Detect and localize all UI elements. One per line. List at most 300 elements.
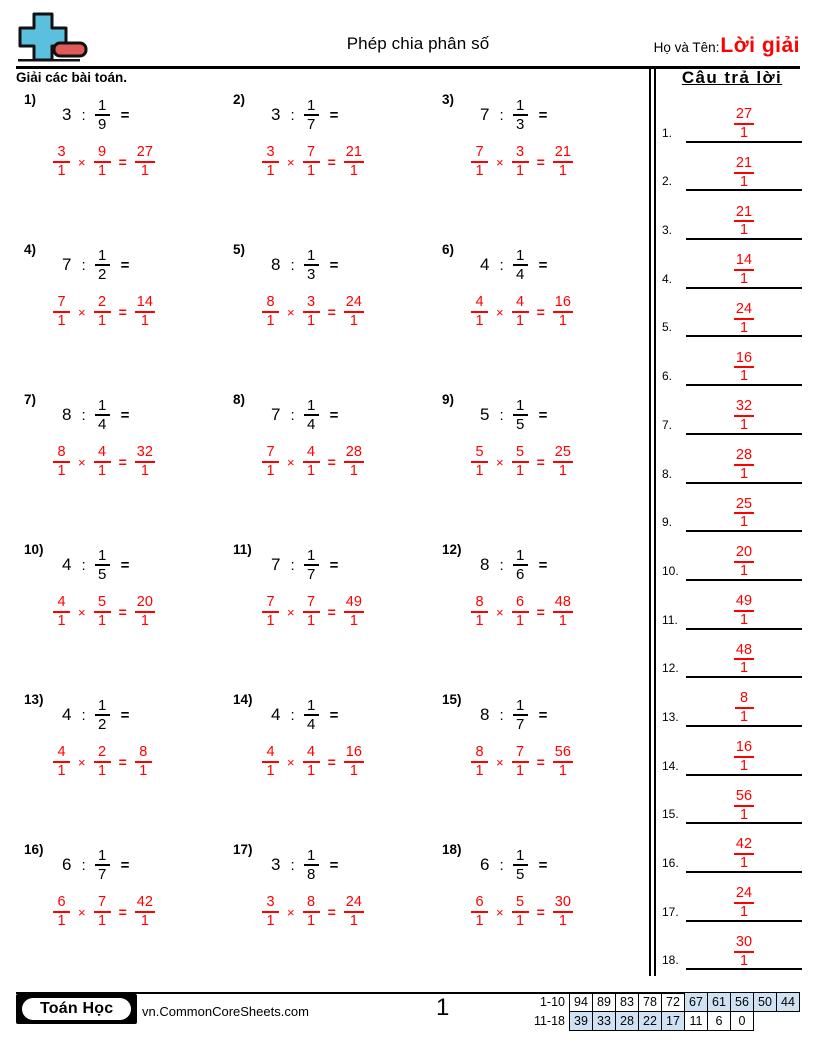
problem-item[interactable] [225, 542, 434, 692]
score-cell: 94 [570, 993, 593, 1012]
page-number: 1 [436, 994, 450, 1021]
work-equals-sign: = [118, 454, 127, 470]
fraction-numerator: 7 [516, 744, 525, 761]
answer-fraction [733, 837, 755, 871]
fraction-denominator: 7 [515, 716, 525, 733]
fraction-numerator: 56 [735, 787, 753, 804]
fraction-denominator: 1 [739, 319, 749, 336]
answer-row[interactable] [662, 678, 802, 727]
problem-item[interactable] [434, 842, 643, 992]
fraction-numerator: 5 [98, 594, 107, 611]
fraction-numerator: 7 [57, 294, 66, 311]
answer-index: 6. [662, 369, 673, 384]
work-result-fraction [134, 295, 156, 329]
problem-expression [60, 98, 133, 132]
fraction-denominator: 1 [739, 368, 749, 385]
fraction-numerator: 3 [307, 294, 316, 311]
answer-work [52, 144, 156, 180]
equals-sign: = [538, 706, 548, 724]
fraction-denominator: 1 [307, 163, 316, 179]
answer-row[interactable] [662, 337, 802, 386]
division-operator: : [499, 856, 504, 874]
problem-expression [269, 848, 342, 882]
answer-value [686, 253, 802, 287]
fraction-numerator: 1 [97, 696, 107, 714]
answer-fraction [733, 448, 755, 482]
work-equals-sign: = [327, 604, 336, 620]
dividend-whole: 8 [271, 255, 281, 274]
fraction-numerator: 1 [306, 696, 316, 714]
problem-item[interactable] [434, 242, 643, 392]
fraction-denominator: 1 [475, 613, 484, 629]
work-first-fraction [261, 145, 280, 179]
work-second-fraction [302, 145, 321, 179]
answer-value [686, 740, 802, 774]
fraction-denominator: 4 [97, 416, 107, 433]
fraction-numerator: 8 [57, 444, 66, 461]
equals-sign: = [538, 406, 548, 424]
problem-number: 11) [233, 542, 252, 557]
fraction-denominator: 1 [516, 463, 525, 479]
multiply-operator: × [287, 454, 295, 470]
work-result-fraction [343, 595, 365, 629]
answer-row[interactable] [662, 727, 802, 776]
answer-index: 14. [662, 758, 679, 773]
fraction-denominator: 1 [307, 763, 316, 779]
fraction-denominator: 1 [558, 913, 567, 929]
work-second-fraction [302, 295, 321, 329]
answer-fraction [733, 399, 755, 433]
fraction-denominator: 1 [98, 913, 107, 929]
answer-fraction [733, 351, 755, 385]
problem-row [16, 692, 644, 842]
multiply-operator: × [287, 904, 295, 920]
division-operator: : [499, 556, 504, 574]
fraction-numerator: 48 [554, 594, 571, 611]
work-first-fraction [52, 595, 71, 629]
fraction-numerator: 8 [475, 594, 484, 611]
fraction-numerator: 1 [515, 546, 525, 564]
fraction-denominator: 5 [515, 416, 525, 433]
fraction-numerator: 8 [739, 690, 749, 707]
fraction-numerator: 24 [735, 300, 753, 317]
answer-value [686, 691, 802, 725]
answer-row[interactable] [662, 386, 802, 435]
fraction-numerator: 16 [735, 349, 753, 366]
multiply-operator: × [496, 304, 504, 320]
work-second-fraction [302, 595, 321, 629]
fraction-numerator: 32 [735, 398, 753, 415]
fraction-numerator: 30 [735, 933, 753, 950]
fraction-denominator: 1 [266, 613, 275, 629]
problem-item[interactable] [225, 92, 434, 242]
answer-row[interactable] [662, 922, 802, 971]
answer-work [470, 744, 574, 780]
answer-index: 1. [662, 125, 673, 140]
fraction-denominator: 2 [97, 266, 107, 283]
dividend-whole: 5 [480, 405, 490, 424]
answer-row[interactable] [662, 873, 802, 922]
score-table-row [530, 993, 800, 1012]
fraction-numerator: 27 [136, 144, 153, 161]
score-cell: 22 [639, 1012, 662, 1031]
divisor-fraction [512, 398, 529, 433]
fraction-denominator: 1 [516, 163, 525, 179]
work-equals-sign: = [118, 604, 127, 620]
answer-row[interactable] [662, 581, 802, 630]
work-second-fraction [93, 595, 112, 629]
site-url: vn.CommonCoreSheets.com [142, 1004, 309, 1019]
answer-value [686, 448, 802, 482]
fraction-numerator: 49 [345, 594, 362, 611]
dividend-whole: 7 [62, 255, 72, 274]
fraction-denominator: 5 [515, 866, 525, 883]
problem-item[interactable] [225, 692, 434, 842]
problem-item[interactable] [16, 842, 225, 992]
work-second-fraction [511, 745, 530, 779]
work-first-fraction [470, 295, 489, 329]
problem-item[interactable] [434, 392, 643, 542]
answer-row[interactable] [662, 435, 802, 484]
student-name-field [654, 34, 800, 58]
problem-expression [60, 548, 133, 582]
answer-value [686, 205, 802, 239]
problem-item[interactable] [16, 392, 225, 542]
fraction-numerator: 20 [735, 544, 753, 561]
fraction-numerator: 1 [515, 246, 525, 264]
fraction-numerator: 1 [306, 396, 316, 414]
fraction-numerator: 4 [57, 744, 66, 761]
dividend-whole: 7 [271, 555, 281, 574]
fraction-numerator: 1 [97, 846, 107, 864]
work-second-fraction [93, 745, 112, 779]
division-operator: : [290, 856, 295, 874]
divisor-fraction [94, 848, 111, 883]
problem-expression [60, 248, 133, 282]
work-equals-sign: = [327, 304, 336, 320]
work-first-fraction [52, 745, 71, 779]
answer-row[interactable] [662, 240, 802, 289]
work-first-fraction [52, 145, 71, 179]
fraction-numerator: 9 [98, 144, 107, 161]
divisor-fraction [303, 848, 320, 883]
multiply-operator: × [287, 304, 295, 320]
fraction-denominator: 8 [306, 866, 316, 883]
division-operator: : [290, 706, 295, 724]
answer-row[interactable] [662, 532, 802, 581]
fraction-numerator: 3 [57, 144, 66, 161]
work-result-fraction [343, 895, 365, 929]
problem-expression [60, 398, 133, 432]
problem-number: 7) [24, 392, 37, 407]
fraction-numerator: 14 [136, 294, 153, 311]
fraction-denominator: 1 [57, 313, 66, 329]
fraction-denominator: 1 [140, 313, 149, 329]
score-cell: 33 [593, 1012, 616, 1031]
fraction-numerator: 4 [307, 744, 316, 761]
division-operator: : [81, 556, 86, 574]
work-first-fraction [52, 895, 71, 929]
score-cell: 6 [708, 1012, 731, 1031]
fraction-denominator: 1 [516, 313, 525, 329]
work-equals-sign: = [536, 454, 545, 470]
work-result-fraction [134, 745, 153, 779]
equals-sign: = [120, 256, 130, 274]
work-equals-sign: = [327, 154, 336, 170]
answer-row[interactable] [662, 630, 802, 679]
work-second-fraction [93, 295, 112, 329]
answer-fraction [733, 156, 755, 190]
answer-index: 8. [662, 466, 673, 481]
problem-number: 2) [233, 92, 246, 107]
fraction-numerator: 5 [516, 444, 525, 461]
problem-number: 3) [442, 92, 455, 107]
answer-fraction [733, 497, 755, 531]
work-first-fraction [261, 895, 280, 929]
equals-sign: = [329, 106, 339, 124]
work-equals-sign: = [118, 154, 127, 170]
fraction-denominator: 1 [739, 952, 749, 969]
fraction-numerator: 4 [475, 294, 484, 311]
fraction-denominator: 1 [739, 903, 749, 920]
work-first-fraction [261, 295, 280, 329]
problem-item[interactable] [225, 392, 434, 542]
fraction-denominator: 1 [739, 270, 749, 287]
answer-row[interactable] [662, 824, 802, 873]
work-result-fraction [343, 445, 365, 479]
answer-row[interactable] [662, 776, 802, 825]
problem-number: 5) [233, 242, 246, 257]
problem-number: 16) [24, 842, 44, 857]
score-range-label: 11-18 [533, 1014, 565, 1028]
fraction-numerator: 4 [307, 444, 316, 461]
work-result-fraction [343, 145, 365, 179]
answer-value [686, 837, 802, 871]
fraction-denominator: 1 [266, 763, 275, 779]
dividend-whole: 7 [271, 405, 281, 424]
problem-number: 12) [442, 542, 462, 557]
name-label: Họ và Tên: [653, 40, 720, 55]
problem-item[interactable] [434, 92, 643, 242]
equals-sign: = [538, 856, 548, 874]
score-cell: 0 [731, 1012, 754, 1031]
answer-index: 17. [662, 904, 679, 919]
fraction-numerator: 3 [516, 144, 525, 161]
answer-column-title: Câu trả lời [681, 68, 783, 87]
answer-list [662, 94, 802, 970]
column-divider [649, 66, 656, 976]
score-cell: 17 [662, 1012, 685, 1031]
fraction-denominator: 4 [306, 416, 316, 433]
work-equals-sign: = [327, 454, 336, 470]
division-operator: : [81, 856, 86, 874]
fraction-numerator: 8 [266, 294, 275, 311]
fraction-numerator: 20 [136, 594, 153, 611]
work-result-fraction [552, 595, 574, 629]
answer-index: 12. [662, 661, 679, 676]
division-operator: : [81, 406, 86, 424]
work-result-fraction [552, 895, 574, 929]
problem-item[interactable] [225, 842, 434, 992]
answer-fraction [733, 545, 755, 579]
problem-row [16, 92, 644, 242]
fraction-denominator: 1 [475, 913, 484, 929]
brand-logo [16, 994, 137, 1024]
dividend-whole: 3 [62, 105, 72, 124]
divisor-fraction [94, 698, 111, 733]
answer-row[interactable] [662, 289, 802, 338]
division-operator: : [499, 256, 504, 274]
answer-fraction [733, 789, 755, 823]
problem-item[interactable] [434, 542, 643, 692]
division-operator: : [81, 106, 86, 124]
answer-row[interactable] [662, 484, 802, 533]
work-first-fraction [261, 595, 280, 629]
multiply-operator: × [78, 454, 86, 470]
work-second-fraction [302, 895, 321, 929]
fraction-denominator: 1 [739, 709, 749, 726]
answer-fraction [733, 935, 755, 969]
fraction-denominator: 1 [558, 613, 567, 629]
fraction-denominator: 1 [349, 913, 358, 929]
answer-index: 13. [662, 709, 679, 724]
problem-item[interactable] [16, 92, 225, 242]
problem-item[interactable] [16, 692, 225, 842]
fraction-numerator: 49 [735, 593, 753, 609]
work-result-fraction [552, 745, 574, 779]
answer-row[interactable] [662, 191, 802, 240]
fraction-denominator: 4 [306, 716, 316, 733]
score-cell: 72 [662, 993, 685, 1012]
fraction-numerator: 32 [136, 444, 153, 461]
problem-item[interactable] [434, 692, 643, 842]
score-cell: 61 [708, 993, 731, 1012]
fraction-denominator: 1 [266, 313, 275, 329]
equals-sign: = [538, 556, 548, 574]
dividend-whole: 8 [480, 555, 490, 574]
divisor-fraction [303, 248, 320, 283]
answer-row[interactable] [662, 143, 802, 192]
problem-number: 18) [442, 842, 462, 857]
fraction-numerator: 48 [735, 641, 753, 658]
answer-row[interactable] [662, 94, 802, 143]
score-cell: 39 [570, 1012, 593, 1031]
division-operator: : [290, 106, 295, 124]
fraction-numerator: 1 [306, 96, 316, 114]
fraction-numerator: 24 [345, 894, 362, 911]
fraction-numerator: 5 [475, 444, 484, 461]
divisor-fraction [303, 698, 320, 733]
division-operator: : [499, 106, 504, 124]
fraction-numerator: 1 [515, 96, 525, 114]
answer-work [52, 594, 156, 630]
dividend-whole: 8 [62, 405, 72, 424]
fraction-numerator: 1 [306, 546, 316, 564]
equals-sign: = [120, 406, 130, 424]
problem-item[interactable] [225, 242, 434, 392]
fraction-denominator: 6 [515, 566, 525, 583]
fraction-numerator: 7 [475, 144, 484, 161]
answer-value [686, 886, 802, 920]
fraction-numerator: 28 [345, 444, 362, 461]
work-equals-sign: = [536, 904, 545, 920]
divisor-fraction [303, 398, 320, 433]
fraction-numerator: 8 [139, 744, 148, 761]
fraction-numerator: 8 [307, 894, 316, 911]
multiply-operator: × [287, 604, 295, 620]
multiply-operator: × [496, 604, 504, 620]
fraction-denominator: 3 [306, 266, 316, 283]
fraction-numerator: 56 [554, 744, 571, 761]
fraction-denominator: 1 [266, 463, 275, 479]
problem-expression [478, 848, 551, 882]
fraction-denominator: 1 [475, 463, 484, 479]
fraction-denominator: 1 [266, 913, 275, 929]
fraction-denominator: 1 [140, 463, 149, 479]
problem-number: 10) [24, 542, 44, 557]
fraction-denominator: 1 [475, 313, 484, 329]
work-second-fraction [93, 895, 112, 929]
problem-item[interactable] [16, 242, 225, 392]
answer-index: 7. [662, 417, 673, 432]
division-operator: : [81, 706, 86, 724]
fraction-numerator: 14 [735, 252, 753, 269]
work-second-fraction [511, 595, 530, 629]
fraction-numerator: 24 [345, 294, 362, 311]
answer-work [470, 894, 574, 930]
problem-row [16, 542, 644, 692]
fraction-numerator: 25 [735, 495, 753, 512]
fraction-numerator: 1 [97, 246, 107, 264]
dividend-whole: 6 [62, 855, 72, 874]
dividend-whole: 4 [271, 705, 281, 724]
answer-work [261, 144, 365, 180]
answer-index: 16. [662, 856, 679, 870]
fraction-denominator: 1 [57, 913, 66, 929]
fraction-numerator: 16 [554, 294, 571, 311]
fraction-denominator: 1 [57, 163, 66, 179]
equals-sign: = [329, 406, 339, 424]
multiply-operator: × [78, 604, 86, 620]
problem-expression [478, 698, 551, 732]
equals-sign: = [329, 856, 339, 874]
answer-fraction [733, 643, 755, 677]
answer-work [261, 594, 365, 630]
multiply-operator: × [78, 154, 86, 170]
problem-item[interactable] [16, 542, 225, 692]
work-second-fraction [511, 145, 530, 179]
fraction-numerator: 3 [266, 894, 275, 911]
fraction-denominator: 1 [475, 763, 484, 779]
fraction-denominator: 1 [140, 163, 149, 179]
answer-work [52, 744, 153, 780]
problem-number: 1) [24, 92, 37, 107]
equals-sign: = [120, 106, 130, 124]
fraction-denominator: 1 [57, 763, 66, 779]
fraction-denominator: 1 [98, 613, 107, 629]
fraction-denominator: 1 [558, 163, 567, 179]
division-operator: : [290, 406, 295, 424]
fraction-numerator: 6 [516, 594, 525, 611]
fraction-numerator: 7 [98, 894, 107, 911]
answer-index: 2. [662, 174, 673, 189]
division-operator: : [290, 556, 295, 574]
answer-value [686, 643, 802, 677]
divisor-fraction [303, 548, 320, 583]
fraction-denominator: 1 [349, 763, 358, 779]
problem-expression [269, 548, 342, 582]
fraction-denominator: 1 [739, 855, 749, 872]
